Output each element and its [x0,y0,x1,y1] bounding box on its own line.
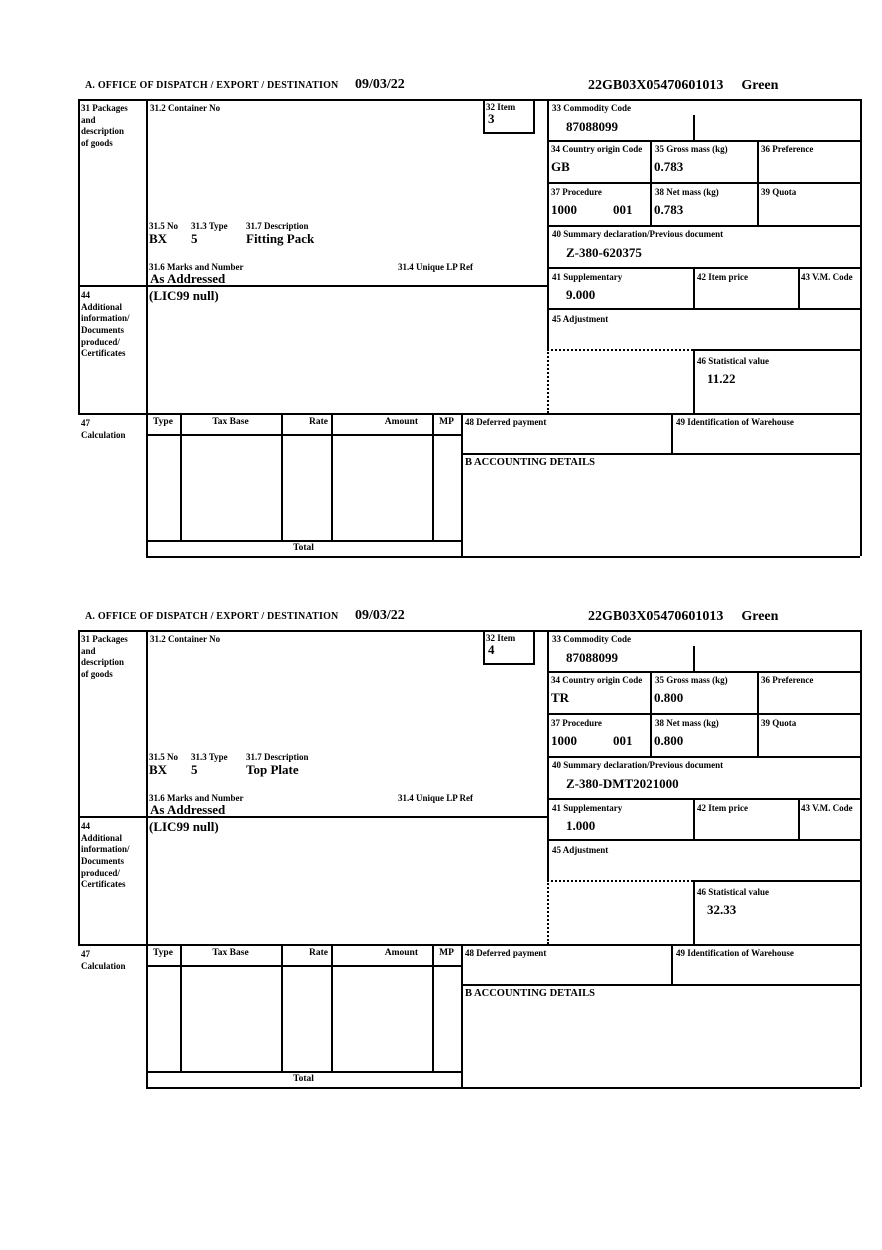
box40-label: 40 Summary declaration/Previous document [552,229,724,239]
border-line [650,671,652,756]
additional-information-value: (LIC99 null) [149,819,219,834]
package-type-value: 5 [191,762,198,777]
dotted-line [547,880,549,944]
box43-label: 43 V.M. Code [801,272,853,282]
border-line [798,798,800,839]
col-mp-header: MP [439,948,454,958]
border-line [461,944,463,1087]
box36-label: 36 Preference [761,144,814,154]
border-line [693,880,695,944]
box31-6-label: 31.6 Marks and Number [149,262,244,272]
border-line [671,944,673,984]
dotted-line [547,349,549,413]
routing-status: Green [741,609,779,624]
box31-4-label: 31.4 Unique LP Ref [398,262,474,272]
border-line [693,646,695,671]
border-line [78,285,547,287]
border-line [461,984,860,986]
marks-and-number-value: As Addressed [150,802,226,817]
border-line [547,630,549,880]
gross-mass-value: 0.783 [654,159,684,174]
box44-label: 44 Additional information/ Documents produced/ Certificates [81,821,130,890]
border-line [757,671,759,756]
border-line [78,99,80,413]
box37-label: 37 Procedure [551,718,602,728]
box41-label: 41 Supplementary [552,272,623,282]
declaration-section-1 [0,75,882,565]
border-line [693,798,695,839]
border-line [432,944,434,1071]
border-line [483,99,485,132]
box49-label: 49 Identification of Warehouse [676,948,794,958]
col-type-header: Type [153,948,173,958]
gross-mass-value: 0.800 [654,690,684,705]
box39-label: 39 Quota [761,187,797,197]
border-line [180,413,182,540]
border-line [483,630,485,663]
border-line [146,540,461,542]
office-of-dispatch-label: A. OFFICE OF DISPATCH / EXPORT / DESTINATION [85,80,339,91]
goods-description-value: Fitting Pack [246,231,315,246]
border-line [693,349,860,351]
border-line [547,267,860,269]
box44-label: 44 Additional information/ Documents produced/ Certificates [81,290,130,359]
box38-label: 38 Net mass (kg) [655,187,719,197]
declaration-section-2 [0,606,882,1096]
box42-label: 42 Item price [697,803,748,813]
total-label: Total [293,1074,314,1084]
border-line [281,944,283,1071]
box42-label: 42 Item price [697,272,748,282]
total-label: Total [293,543,314,553]
box38-label: 38 Net mass (kg) [655,718,719,728]
col-rate-header: Rate [309,948,328,958]
box31-5-label: 31.5 No [149,221,178,231]
border-line [650,140,652,225]
box36-label: 36 Preference [761,675,814,685]
previous-document-value: Z-380-DMT2021000 [566,776,679,791]
box34-label: 34 Country origin Code [551,675,643,685]
accounting-details-label: B ACCOUNTING DETAILS [465,988,595,999]
package-count-value: BX [149,231,168,246]
procedure-code: 1000 [551,733,577,748]
supplementary-value: 1.000 [566,818,596,833]
procedure-extra-code: 001 [613,202,633,217]
box31-4-label: 31.4 Unique LP Ref [398,793,474,803]
box35-label: 35 Gross mass (kg) [655,144,728,154]
border-line [483,663,535,665]
box32-label: 32 Item [486,102,516,112]
box45-label: 45 Adjustment [552,314,609,324]
border-line [798,267,800,308]
marks-and-number-value: As Addressed [150,271,226,286]
box46-label: 46 Statistical value [697,887,769,897]
box33-label: 33 Commodity Code [552,634,631,644]
box37-label: 37 Procedure [551,187,602,197]
border-line [146,434,461,436]
border-line [281,413,283,540]
mrn-line [588,78,778,94]
border-line [860,630,862,1087]
border-line [547,713,860,715]
border-line [461,413,463,556]
box39-label: 39 Quota [761,718,797,728]
border-line [78,630,80,944]
border-line [547,839,860,841]
border-line [146,556,860,558]
border-line [331,413,333,540]
box35-label: 35 Gross mass (kg) [655,675,728,685]
border-line [461,453,860,455]
item-number-value: 3 [488,111,495,126]
border-line [331,944,333,1071]
border-line [180,944,182,1071]
commodity-code-value: 87088099 [566,119,618,134]
dotted-line [547,349,693,351]
border-line [146,1087,860,1089]
col-rate-header: Rate [309,417,328,427]
statistical-value: 11.22 [707,371,736,386]
declaration-date: 09/03/22 [355,608,405,623]
net-mass-value: 0.800 [654,733,684,748]
border-line [533,99,535,132]
mrn-value: 22GB03X05470601013 [588,609,724,624]
border-line [671,413,673,453]
border-line [78,816,547,818]
border-line [693,267,695,308]
mrn-line [588,609,778,625]
box34-label: 34 Country origin Code [551,144,643,154]
box31-label: 31 Packages and description of goods [81,634,128,680]
item-number-value: 4 [488,642,495,657]
box31-7-label: 31.7 Description [246,221,309,231]
box41-label: 41 Supplementary [552,803,623,813]
border-line [547,182,860,184]
box48-label: 48 Deferred payment [465,417,547,427]
col-type-header: Type [153,417,173,427]
procedure-value [551,733,633,749]
border-line [757,140,759,225]
previous-document-value: Z-380-620375 [566,245,642,260]
border-line [146,1071,461,1073]
border-line [78,99,860,101]
box40-label: 40 Summary declaration/Previous document [552,760,724,770]
border-line [146,965,461,967]
border-line [547,798,860,800]
box47-label: 47 Calculation [81,418,126,440]
border-line [78,630,860,632]
package-count-value: BX [149,762,168,777]
routing-status: Green [741,78,779,93]
goods-description-value: Top Plate [246,762,299,777]
border-line [146,99,148,556]
box31-6-label: 31.6 Marks and Number [149,793,244,803]
box48-label: 48 Deferred payment [465,948,547,958]
border-line [483,132,535,134]
box31-2-label: 31.2 Container No [150,634,221,644]
box31-2-label: 31.2 Container No [150,103,221,113]
statistical-value: 32.33 [707,902,737,917]
country-origin-value: TR [551,690,570,705]
box31-3-label: 31.3 Type [191,752,228,762]
net-mass-value: 0.783 [654,202,684,217]
box46-label: 46 Statistical value [697,356,769,366]
border-line [78,944,860,946]
procedure-value [551,202,633,218]
box47-label: 47 Calculation [81,949,126,971]
border-line [693,880,860,882]
col-amount-header: Amount [384,417,418,427]
border-line [547,308,860,310]
declaration-date: 09/03/22 [355,77,405,92]
border-line [146,630,148,1087]
border-line [860,99,862,556]
col-tax-base-header: Tax Base [212,417,249,427]
border-line [432,413,434,540]
dotted-line [547,880,693,882]
border-line [547,756,860,758]
box49-label: 49 Identification of Warehouse [676,417,794,427]
box33-label: 33 Commodity Code [552,103,631,113]
commodity-code-value: 87088099 [566,650,618,665]
border-line [547,671,860,673]
box31-3-label: 31.3 Type [191,221,228,231]
border-line [693,349,695,413]
procedure-extra-code: 001 [613,733,633,748]
border-line [533,630,535,663]
additional-information-value: (LIC99 null) [149,288,219,303]
col-tax-base-header: Tax Base [212,948,249,958]
office-of-dispatch-label: A. OFFICE OF DISPATCH / EXPORT / DESTINATION [85,611,339,622]
procedure-code: 1000 [551,202,577,217]
border-line [547,140,860,142]
box32-label: 32 Item [486,633,516,643]
border-line [693,115,695,140]
accounting-details-label: B ACCOUNTING DETAILS [465,457,595,468]
box31-label: 31 Packages and description of goods [81,103,128,149]
box43-label: 43 V.M. Code [801,803,853,813]
box45-label: 45 Adjustment [552,845,609,855]
supplementary-value: 9.000 [566,287,596,302]
package-type-value: 5 [191,231,198,246]
border-line [547,99,549,349]
col-mp-header: MP [439,417,454,427]
box31-7-label: 31.7 Description [246,752,309,762]
border-line [78,413,860,415]
mrn-value: 22GB03X05470601013 [588,78,724,93]
col-amount-header: Amount [384,948,418,958]
box31-5-label: 31.5 No [149,752,178,762]
border-line [547,225,860,227]
country-origin-value: GB [551,159,570,174]
